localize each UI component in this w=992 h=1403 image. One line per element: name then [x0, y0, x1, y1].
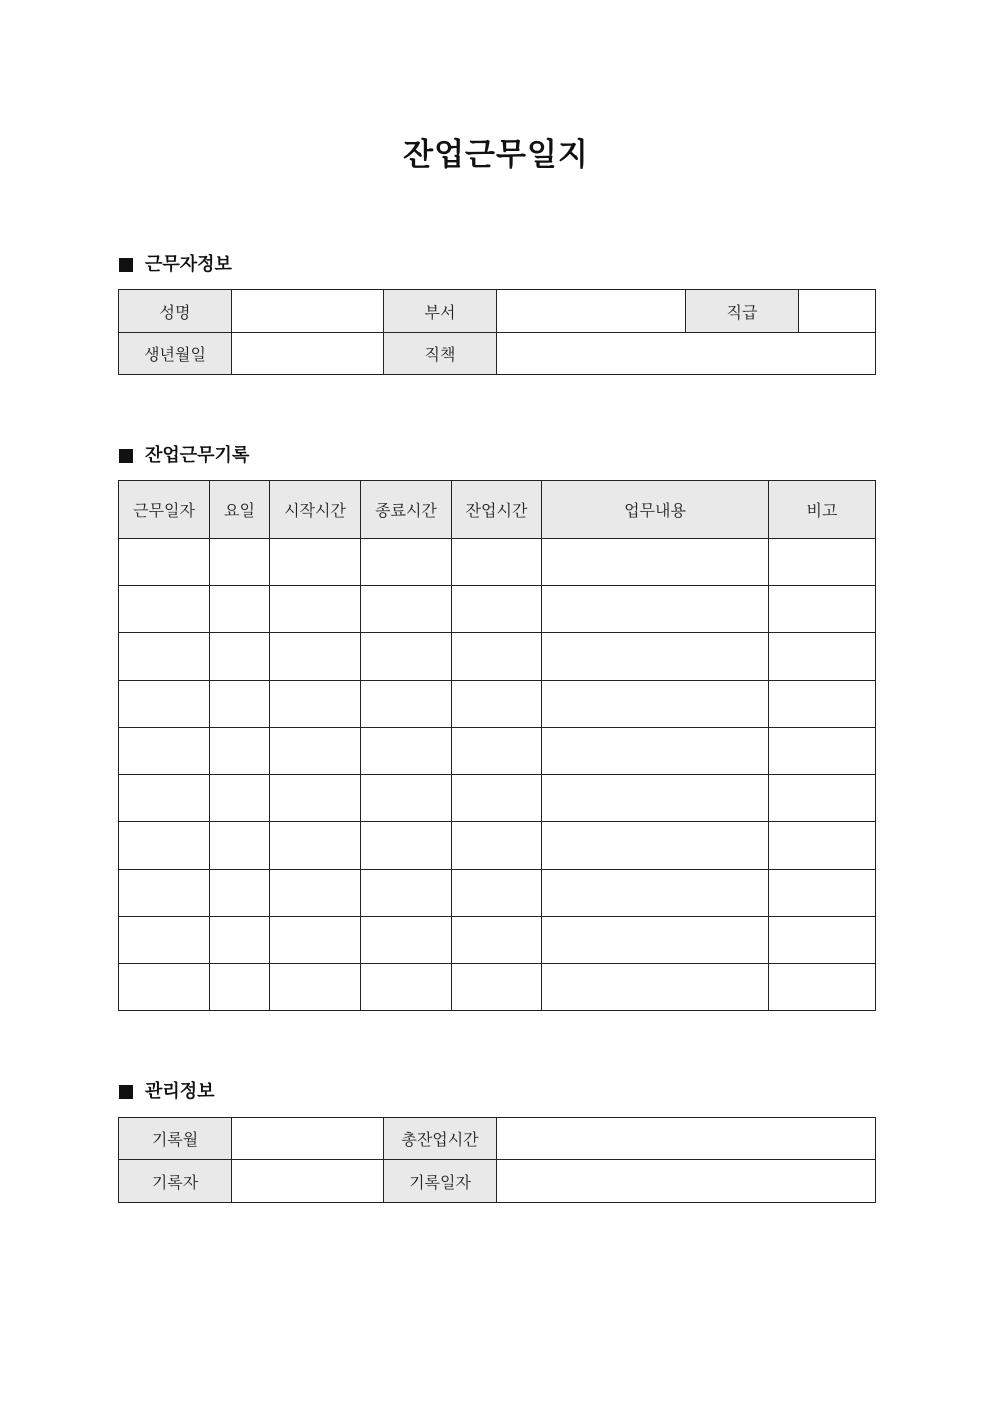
remarks-cell[interactable] [769, 964, 876, 1011]
record-month-field[interactable] [232, 1118, 384, 1160]
start-time-cell[interactable] [270, 822, 361, 870]
remarks-cell[interactable] [769, 633, 876, 681]
overtime-hours-cell[interactable] [452, 586, 542, 633]
recorder-field[interactable] [232, 1160, 384, 1203]
work-date-cell[interactable] [119, 964, 210, 1011]
weekday-cell[interactable] [210, 539, 270, 586]
table-row [119, 586, 876, 633]
work-description-cell[interactable] [542, 633, 769, 681]
section-heading-label: 근무자정보 [145, 254, 232, 275]
start-time-cell[interactable] [270, 775, 361, 822]
table-row [119, 822, 876, 870]
work-description-cell[interactable] [542, 539, 769, 586]
weekday-cell[interactable] [210, 917, 270, 964]
record-month-label: 기록월 [119, 1118, 232, 1160]
column-header: 근무일자 [119, 481, 210, 539]
weekday-cell[interactable] [210, 964, 270, 1011]
column-header: 잔업시간 [452, 481, 542, 539]
management-info-table [118, 1117, 876, 1203]
table-row [119, 775, 876, 822]
table-row [119, 633, 876, 681]
record-date-label: 기록일자 [384, 1160, 497, 1203]
end-time-cell[interactable] [361, 586, 452, 633]
position-label: 직책 [384, 333, 497, 375]
end-time-cell[interactable] [361, 870, 452, 917]
table-row [119, 539, 876, 586]
document-title: 잔업근무일지 [403, 137, 589, 173]
start-time-cell[interactable] [270, 539, 361, 586]
table-row [119, 964, 876, 1011]
weekday-cell[interactable] [210, 681, 270, 728]
weekday-cell[interactable] [210, 870, 270, 917]
remarks-cell[interactable] [769, 681, 876, 728]
end-time-cell[interactable] [361, 964, 452, 1011]
overtime-hours-cell[interactable] [452, 539, 542, 586]
rank-field[interactable] [799, 290, 876, 333]
total-overtime-label: 총잔업시간 [384, 1118, 497, 1160]
remarks-cell[interactable] [769, 775, 876, 822]
name-field[interactable] [232, 290, 384, 333]
work-date-cell[interactable] [119, 822, 210, 870]
birthdate-label: 생년월일 [119, 333, 232, 375]
table-row [119, 681, 876, 728]
work-date-cell[interactable] [119, 586, 210, 633]
work-description-cell[interactable] [542, 870, 769, 917]
work-date-cell[interactable] [119, 681, 210, 728]
start-time-cell[interactable] [270, 681, 361, 728]
work-date-cell[interactable] [119, 870, 210, 917]
work-date-cell[interactable] [119, 917, 210, 964]
overtime-hours-cell[interactable] [452, 681, 542, 728]
work-description-cell[interactable] [542, 775, 769, 822]
end-time-cell[interactable] [361, 822, 452, 870]
start-time-cell[interactable] [270, 917, 361, 964]
total-overtime-field[interactable] [497, 1118, 876, 1160]
overtime-hours-cell[interactable] [452, 964, 542, 1011]
end-time-cell[interactable] [361, 539, 452, 586]
overtime-record-table [118, 480, 876, 1011]
square-bullet-icon [119, 258, 133, 272]
remarks-cell[interactable] [769, 822, 876, 870]
column-header: 시작시간 [270, 481, 361, 539]
weekday-cell[interactable] [210, 822, 270, 870]
section-heading-label: 관리정보 [145, 1081, 215, 1102]
remarks-cell[interactable] [769, 539, 876, 586]
work-description-cell[interactable] [542, 586, 769, 633]
end-time-cell[interactable] [361, 728, 452, 775]
end-time-cell[interactable] [361, 633, 452, 681]
overtime-hours-cell[interactable] [452, 633, 542, 681]
work-date-cell[interactable] [119, 775, 210, 822]
start-time-cell[interactable] [270, 728, 361, 775]
overtime-header-row [119, 481, 876, 539]
end-time-cell[interactable] [361, 681, 452, 728]
table-row [119, 917, 876, 964]
overtime-hours-cell[interactable] [452, 728, 542, 775]
work-description-cell[interactable] [542, 681, 769, 728]
section-heading-worker-info [119, 253, 232, 277]
work-description-cell[interactable] [542, 728, 769, 775]
name-label: 성명 [119, 290, 232, 333]
remarks-cell[interactable] [769, 917, 876, 964]
work-date-cell[interactable] [119, 728, 210, 775]
column-header: 요일 [210, 481, 270, 539]
remarks-cell[interactable] [769, 870, 876, 917]
section-heading-management-info [119, 1080, 215, 1104]
work-description-cell[interactable] [542, 917, 769, 964]
column-header: 종료시간 [361, 481, 452, 539]
section-heading-overtime-record [119, 444, 249, 468]
record-date-field[interactable] [497, 1160, 876, 1203]
start-time-cell[interactable] [270, 870, 361, 917]
department-label: 부서 [384, 290, 497, 333]
work-description-cell[interactable] [542, 822, 769, 870]
work-description-cell[interactable] [542, 964, 769, 1011]
section-heading-label: 잔업근무기록 [145, 445, 250, 466]
worker-info-table [118, 289, 876, 375]
weekday-cell[interactable] [210, 728, 270, 775]
work-date-cell[interactable] [119, 539, 210, 586]
recorder-label: 기록자 [119, 1160, 232, 1203]
department-field[interactable] [497, 290, 686, 333]
overtime-hours-cell[interactable] [452, 822, 542, 870]
start-time-cell[interactable] [270, 586, 361, 633]
column-header: 업무내용 [542, 481, 769, 539]
remarks-cell[interactable] [769, 728, 876, 775]
end-time-cell[interactable] [361, 917, 452, 964]
remarks-cell[interactable] [769, 586, 876, 633]
weekday-cell[interactable] [210, 633, 270, 681]
column-header: 비고 [769, 481, 876, 539]
position-field[interactable] [497, 333, 876, 375]
start-time-cell[interactable] [270, 633, 361, 681]
start-time-cell[interactable] [270, 964, 361, 1011]
overtime-hours-cell[interactable] [452, 870, 542, 917]
weekday-cell[interactable] [210, 586, 270, 633]
end-time-cell[interactable] [361, 775, 452, 822]
weekday-cell[interactable] [210, 775, 270, 822]
overtime-hours-cell[interactable] [452, 775, 542, 822]
square-bullet-icon [119, 1085, 133, 1099]
table-row [119, 728, 876, 775]
birthdate-field[interactable] [232, 333, 384, 375]
square-bullet-icon [119, 449, 133, 463]
table-row [119, 870, 876, 917]
overtime-hours-cell[interactable] [452, 917, 542, 964]
work-date-cell[interactable] [119, 633, 210, 681]
rank-label: 직급 [686, 290, 799, 333]
